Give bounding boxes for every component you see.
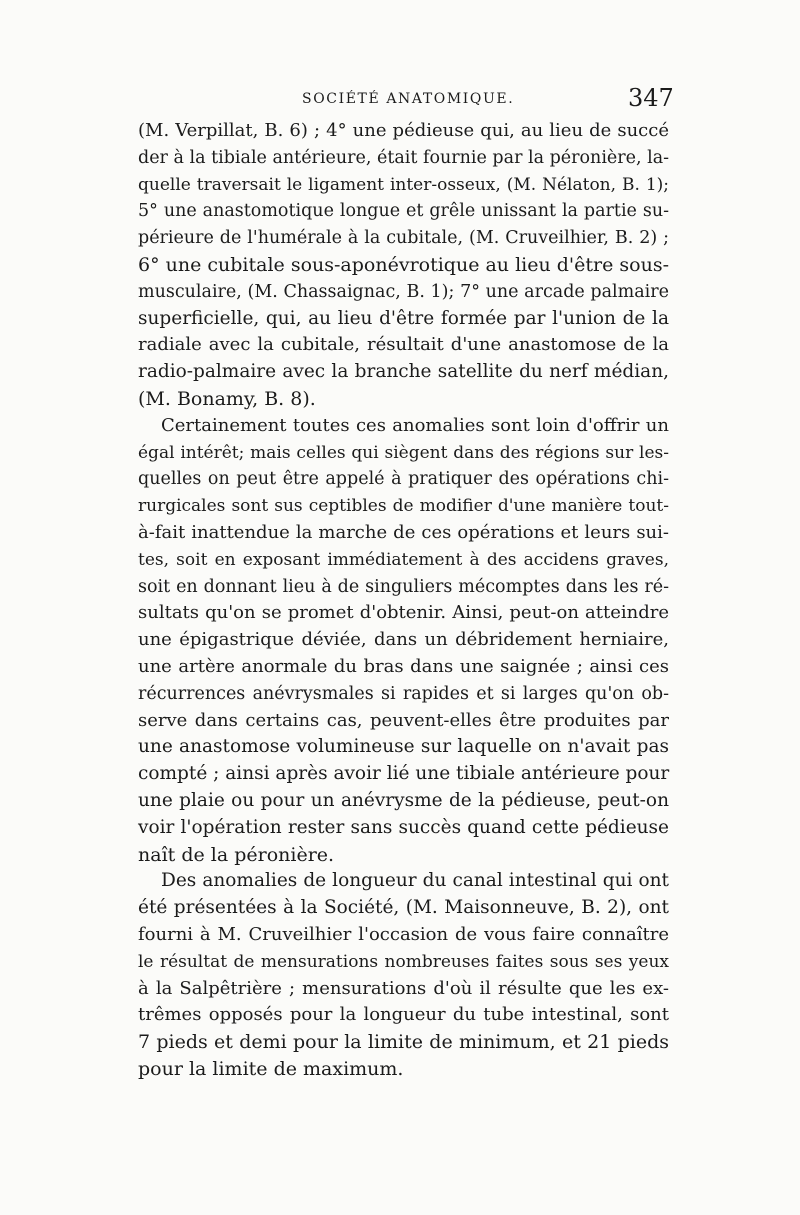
text-line: à-fait inattendue la marche de ces opérations et leurs sui- bbox=[138, 521, 669, 543]
paragraph bbox=[138, 868, 669, 1082]
text-line: der à la tibiale antérieure, était fournie par la péronière, la- bbox=[138, 147, 670, 168]
text-line: superficielle, qui, au lieu d'être formée par l'union de la bbox=[138, 307, 669, 329]
text-line: compté ; ainsi après avoir lié une tibiale antérieure pour bbox=[138, 763, 670, 785]
text-line: soit en donnant lieu à de singuliers mécomptes dans les ré- bbox=[138, 576, 669, 597]
text-line: voir l'opération rester sans succès quand cette pédieuse bbox=[138, 816, 669, 838]
paragraph bbox=[138, 118, 669, 413]
text-line: tes, soit en exposant immédiatement à des accidens graves, bbox=[138, 549, 669, 570]
text-line: été présentées à la Société, (M. Maisonneuve, B. 2), ont bbox=[138, 897, 669, 919]
text-line: une artère anormale du bras dans une saignée ; ainsi ces bbox=[138, 655, 669, 677]
text-line: 6° une cubitale sous-aponévrotique au lieu d'être sous- bbox=[138, 253, 669, 276]
text-line: radio-palmaire avec la branche satellite du nerf médian, bbox=[138, 361, 669, 383]
text-line: une anastomose volumineuse sur laquelle on n'avait pas bbox=[138, 736, 669, 758]
text-line: récurrences anévrysmales si rapides et si larges qu'on ob- bbox=[138, 683, 669, 704]
text-line: une épigastrique déviée, dans un débridement herniaire, bbox=[138, 629, 669, 651]
text-line: pour la limite de maximum. bbox=[138, 1057, 404, 1080]
text-line: serve dans certains cas, peuvent-elles être produites par bbox=[138, 709, 669, 731]
body-text bbox=[138, 118, 669, 1083]
text-line: fourni à M. Cruveilhier l'occasion de vous faire connaître bbox=[138, 923, 669, 945]
paragraph bbox=[138, 413, 669, 869]
running-head: SOCIÉTÉ ANATOMIQUE. bbox=[302, 91, 515, 107]
text-line: Des anomalies de longueur du canal intestinal qui ont bbox=[161, 870, 669, 892]
text-line: musculaire, (M. Chassaignac, B. 1); 7° une arcade palmaire bbox=[138, 281, 669, 302]
text-line: périeure de l'humérale à la cubitale, (M. Cruveilhier, B. 2) ; bbox=[138, 228, 669, 249]
text-line: trêmes opposés pour la longueur du tube intestinal, sont bbox=[138, 1004, 669, 1026]
text-line: le résultat de mensurations nombreuses faites sous ses yeux bbox=[138, 951, 669, 972]
text-line: (M. Verpillat, B. 6) ; 4° une pédieuse qui, au lieu de succé bbox=[138, 120, 669, 141]
text-line: 5° une anastomotique longue et grêle unissant la partie su- bbox=[138, 201, 669, 222]
text-line: une plaie ou pour un anévrysme de la pédieuse, peut-on bbox=[138, 789, 669, 811]
text-line: rurgicales sont sus ceptibles de modifier d'une manière tout- bbox=[138, 496, 669, 517]
text-line: (M. Bonamy, B. 8). bbox=[138, 387, 316, 410]
text-line: radiale avec la cubitale, résultait d'une anastomose de la bbox=[138, 334, 669, 356]
text-line: égal intérêt; mais celles qui siègent dans des régions sur les- bbox=[138, 442, 669, 463]
text-line: sultats qu'on se promet d'obtenir. Ainsi, peut-on atteindre bbox=[138, 602, 669, 624]
text-line: 7 pieds et demi pour la limite de minimum, et 21 pieds bbox=[138, 1031, 669, 1054]
text-line: quelles on peut être appelé à pratiquer des opérations chi- bbox=[138, 469, 669, 490]
page-number: 347 bbox=[628, 84, 674, 112]
text-line: Certainement toutes ces anomalies sont loin d'offrir un bbox=[161, 414, 669, 436]
text-line: naît de la péronière. bbox=[138, 843, 335, 866]
text-line: à la Salpêtrière ; mensurations d'où il résulte que les ex- bbox=[138, 977, 669, 999]
text-line: quelle traversait le ligament inter-osseux, (M. Nélaton, B. 1); bbox=[138, 174, 669, 195]
